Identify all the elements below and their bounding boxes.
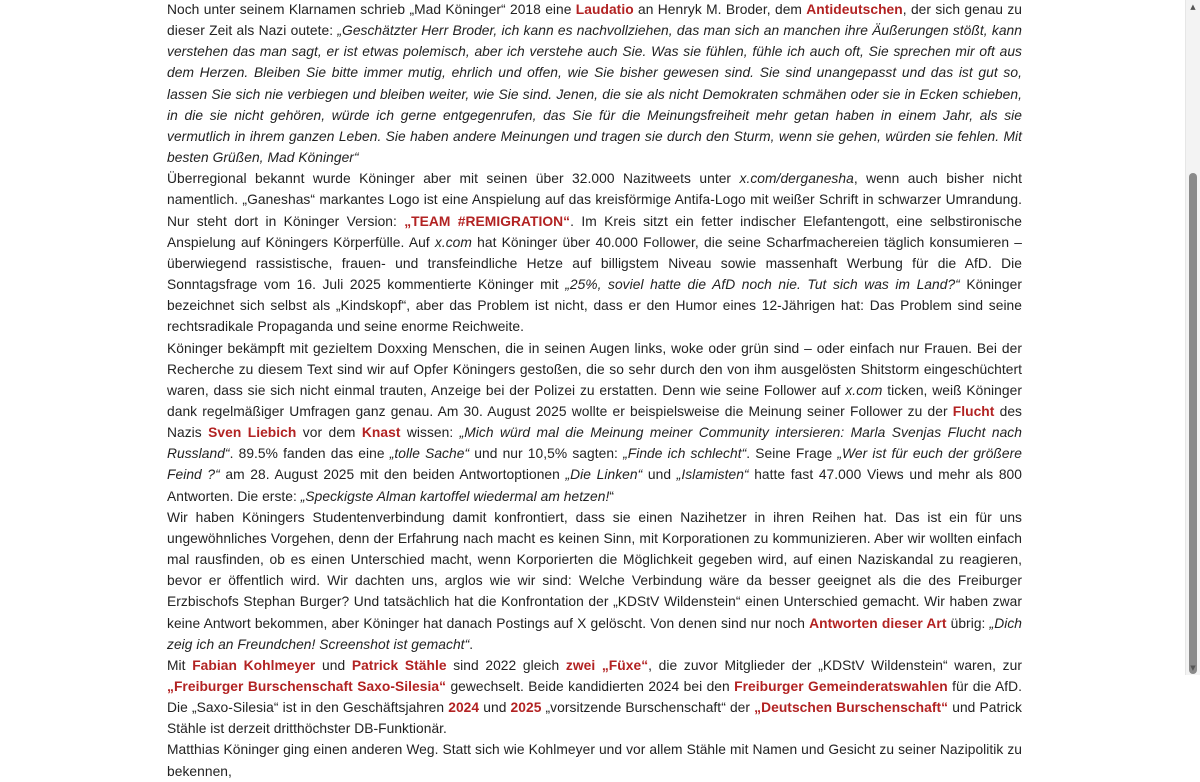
link-knast[interactable]: Knast bbox=[361, 425, 401, 441]
vertical-scrollbar[interactable] bbox=[1185, 0, 1200, 675]
link-2025[interactable]: 2025 bbox=[510, 700, 542, 716]
link-team-remigration[interactable]: „TEAM #REMIGRATION“ bbox=[404, 213, 571, 229]
paragraph-laudatio bbox=[167, 0, 1022, 168]
text: Mit bbox=[167, 657, 193, 673]
text: ticken, weiß Köninger dank regelmäßiger Umfragen ganz genau. Am 30. August 2025 wollte er beispielsweise die Meinung seiner Follower zu der bbox=[167, 382, 1022, 419]
text: hat Köninger über 40.000 Follower, die seine Scharfmachereien täglich konsumieren – überwiegend rassistische, frauen- und transfeindliche Hetze auf billigstem Niveau sowie massenhaft Werbung für die AfD. Die Sonntagsfrage vom 16. Juli 2025 kommentierte Köninger mit bbox=[167, 234, 1023, 293]
paragraph-doxxing bbox=[167, 338, 1022, 507]
paragraph-wildenstein bbox=[167, 507, 1022, 655]
article-body bbox=[167, 0, 1022, 782]
text: an Henryk M. Broder, dem bbox=[633, 2, 807, 17]
text: . Seine Frage bbox=[746, 446, 838, 462]
link-2024[interactable]: 2024 bbox=[448, 700, 480, 716]
paragraph-koeninger-weg bbox=[167, 739, 1022, 781]
text: und bbox=[479, 700, 511, 716]
text: Matthias Köninger ging einen anderen Weg. Statt sich wie Kohlmeyer und vor allem Stähle mit Namen und Gesicht zu seiner Nazipolitik zu bekennen, bbox=[167, 742, 1022, 779]
text: übrig: bbox=[946, 615, 990, 631]
text: am 28. August 2025 mit den beiden Antwortoptionen bbox=[219, 467, 566, 483]
text: . 89.5% fanden das eine bbox=[229, 446, 390, 462]
text: . Im Kreis sitzt ein fetter indischer Elefantengott, eine selbstironische Anspielung auf Köningers Körperfülle. Auf bbox=[167, 213, 1022, 250]
text: , die zuvor Mitglieder der „KDStV Wildenstein“ waren, zur bbox=[648, 657, 1022, 673]
link-saxo-silesia[interactable]: „Freiburger Burschenschaft Saxo-Silesia“ bbox=[167, 679, 447, 694]
text: und bbox=[315, 657, 352, 673]
text: und nur 10,5% sagten: bbox=[469, 446, 624, 462]
link-patrick-staehle[interactable]: Patrick Stähle bbox=[351, 657, 447, 673]
paragraph-ganesha bbox=[167, 168, 1022, 337]
quote-linken: „Die Linken“ bbox=[565, 467, 643, 483]
text: , der sich genau zu dieser Zeit als Nazi outete: bbox=[167, 2, 1023, 39]
text: , wenn auch bisher nicht namentlich. „Ganeshas“ markantes Logo ist eine Anspielung auf das kreisförmige Antifa-Logo mit weißer Schrift in schwarzer Umrandung. Nur steht dort in Köninger Version: bbox=[167, 171, 1022, 229]
text: Noch unter seinem Klarnamen schrieb „Mad Köninger“ 2018 eine bbox=[167, 2, 576, 17]
quote-umfrage: „Mich würd mal die Meinung meiner Community intersieren: Marla Svenjas Flucht nach Russland“ bbox=[167, 425, 1022, 462]
text: hatte fast 47.000 Views und mehr als 800 Antworten. Die erste: bbox=[167, 467, 1023, 504]
text: Überregional bekannt wurde Köninger aber mit seinen über 32.000 Nazitweets unter bbox=[167, 171, 740, 187]
quote-alman: „Speckigste Alman kartoffel wiedermal am hetzen! bbox=[300, 488, 610, 504]
text: gewechselt. Beide kandidierten 2024 bei den bbox=[446, 679, 735, 694]
scroll-up-icon[interactable]: ▲ bbox=[1190, 3, 1196, 11]
text: . bbox=[469, 636, 474, 652]
quote-schlecht: „Finde ich schlecht“ bbox=[623, 446, 747, 462]
link-laudatio[interactable]: Laudatio bbox=[575, 2, 634, 17]
text: für die AfD. Die „Saxo-Silesia“ ist in den Geschäftsjahren bbox=[167, 679, 1022, 716]
paragraph-saxo-silesia bbox=[167, 655, 1022, 740]
link-antworten[interactable]: Antworten dieser Art bbox=[809, 615, 947, 631]
scroll-down-icon[interactable]: ▼ bbox=[1190, 664, 1196, 672]
text: Köninger bekämpft mit gezieltem Doxxing Menschen, die in seinen Augen links, woke oder grün sind – oder einfach nur Frauen. Bei der Recherche zu diesem Text sind wir auf Opfer Köningers gestoßen, die so sehr durch den von ihm ausgelösten Shitstorm eingeschüchtert waren, dass sie sich nicht einmal trauten, Anzeige bei der Polizei zu erstatten. Denn wie seine Follower auf bbox=[167, 340, 1022, 398]
text: “ bbox=[609, 488, 615, 504]
text-xcom: x.com bbox=[845, 382, 883, 398]
link-zwei-fuexe[interactable]: zwei „Füxe“ bbox=[565, 657, 649, 673]
link-gemeinderatswahlen[interactable]: Freiburger Gemeinderatswahlen bbox=[734, 679, 948, 694]
text: vor dem bbox=[296, 425, 362, 441]
link-flucht[interactable]: Flucht bbox=[952, 403, 995, 419]
quote-feind: „Wer ist für euch der größere Feind ?“ bbox=[167, 446, 1022, 483]
text: und Patrick Stähle ist derzeit dritthöchster DB-Funktionär. bbox=[167, 700, 1023, 737]
text: Köninger bezeichnet sich selbst als „Kindskopf“, aber das Problem ist nicht, dass er den Humor eines 12-Jährigen hat: Das Problem sind seine rechtsradikale Propaganda und seine enorme Reichweite. bbox=[167, 277, 1022, 335]
link-sven-liebich[interactable]: Sven Liebich bbox=[208, 425, 297, 441]
quote-tolle-sache: „tolle Sache“ bbox=[389, 446, 470, 462]
quote-freundchen: „Dich zeig ich an Freundchen! Screenshot ist gemacht“ bbox=[167, 615, 1022, 652]
text: des Nazis bbox=[167, 403, 1022, 441]
link-fabian-kohlmeyer[interactable]: Fabian Kohlmeyer bbox=[192, 657, 316, 673]
handle-derganesha: x.com/derganesha bbox=[739, 171, 854, 187]
link-deutsche-burschenschaft[interactable]: „Deutschen Burschenschaft“ bbox=[754, 700, 949, 716]
scrollbar-thumb[interactable] bbox=[1189, 173, 1197, 674]
quote-broder: „Geschätzter Herr Broder, ich kann es nachvollziehen, das man sich an manchen ihre Äußerungen stößt, kann verstehen das man sagt, er ist etwas polemisch, aber ich verstehe auch Sie. Was sie fühlen, fühle ich auch oft, Sie sprechen mir oft aus dem Herzen. Bleiben Sie bitte immer mutig, ehrlich und offen, wie Sie bisher gewesen sind. Sie sind unangepasst und das ist gut so, lassen Sie sich nie verbiegen und bleiben weiter, wie Sie sind. Jenen, die sie als nicht Demokraten schmähen oder sie in Ecken schieben, in die sie nicht gehören, würde ich gerne entgegenrufen, das Sie für die Meinungsfreiheit mehr getan haben in einem Jahr, als sie vermutlich in ihrem ganzen Leben. Sie haben andere Meinungen und tragen sie durch den Sturm, wenn sie gehen, würden sie fehlen. Mit besten Grüßen, Mad Köninger“ bbox=[167, 23, 1023, 166]
link-antideutschen[interactable]: Antideutschen bbox=[806, 2, 903, 17]
quote-sonntagsfrage: „25%, soviel hatte die AfD noch nie. Tut sich was im Land?“ bbox=[565, 277, 960, 293]
text: „vorsitzende Burschenschaft“ der bbox=[541, 700, 755, 716]
text-xcom: x.com bbox=[434, 234, 472, 250]
text: und bbox=[642, 467, 677, 483]
text: Wir haben Köningers Studentenverbindung damit konfrontiert, dass sie einen Nazihetzer in ihren Reihen hat. Das ist ein für uns ungewöhnliches Vorgehen, denn der Erfahrung nach macht es keinen Sinn, mit Korporationen zu kommunizieren. Aber wir wollten einfach mal rausfinden, ob es einen Unterschied macht, wenn Korporierten die Möglichkeit gegeben wird, auf einen Naziskandal zu reagieren, bevor er öffentlich wird. Wir dachten uns, arglos wie wir sind: Welche Verbindung wäre da besser geeignet als die des Freiburger Erzbischofs Stephan Burger? Und tatsächlich hat die Konfrontation der „KDStV Wildenstein“ einen Unterschied gemacht. Wir haben zwar keine Antwort bekommen, aber Köninger hat danach Postings auf X gelöscht. Von denen sind nur noch bbox=[167, 509, 1022, 631]
text: wissen: bbox=[400, 425, 460, 441]
text: sind 2022 gleich bbox=[446, 657, 566, 673]
quote-islamisten: „Islamisten“ bbox=[676, 467, 749, 483]
